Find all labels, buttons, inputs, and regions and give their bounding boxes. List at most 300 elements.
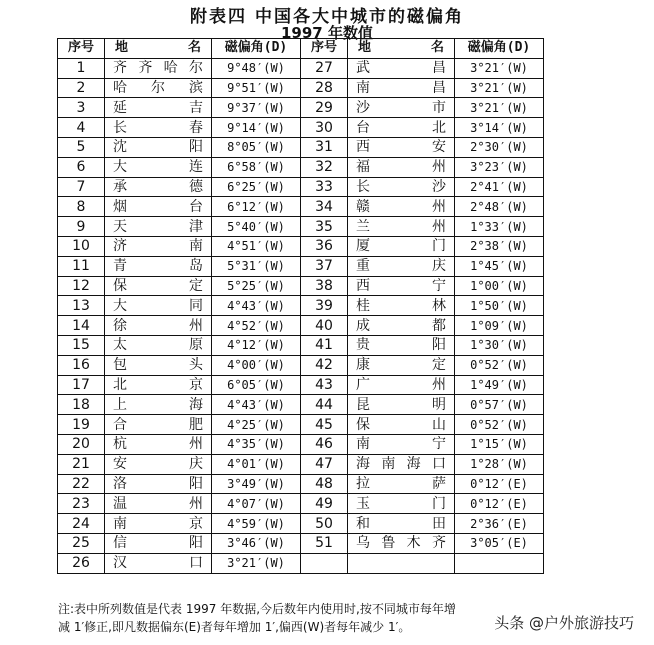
row-number: 10 bbox=[58, 236, 105, 256]
declination-value: 6°12′(W) bbox=[212, 197, 301, 217]
city-char: 庆 bbox=[189, 456, 203, 473]
city-cell bbox=[105, 434, 212, 454]
city-char: 头 bbox=[189, 357, 203, 374]
city-char: 山 bbox=[432, 416, 446, 433]
city-char: 保 bbox=[113, 277, 127, 294]
city-name bbox=[348, 337, 454, 353]
table-header-row bbox=[58, 39, 544, 59]
city-cell bbox=[348, 256, 455, 276]
declination-value: 3°21′(W) bbox=[455, 58, 544, 78]
city-cell bbox=[348, 197, 455, 217]
city-name bbox=[105, 535, 211, 551]
declination-value: 2°38′(W) bbox=[455, 236, 544, 256]
city-name bbox=[105, 139, 211, 155]
city-char: 原 bbox=[189, 337, 203, 354]
city-char: 齐 bbox=[138, 60, 153, 77]
page-title: 附表四 中国各大中城市的磁偏角 bbox=[190, 7, 464, 27]
row-number: 28 bbox=[301, 78, 348, 98]
table-row bbox=[58, 355, 544, 375]
declination-value: 1°45′(W) bbox=[455, 256, 544, 276]
city-char: 徐 bbox=[113, 317, 127, 334]
declination-value: 3°46′(W) bbox=[212, 533, 301, 553]
city-char: 哈 bbox=[113, 79, 127, 96]
row-number: 14 bbox=[58, 316, 105, 336]
declination-value: 9°14′(W) bbox=[212, 118, 301, 138]
declination-value: 4°51′(W) bbox=[212, 236, 301, 256]
declination-value: 3°49′(W) bbox=[212, 474, 301, 494]
page-subtitle: 1997 年数值 bbox=[281, 24, 373, 42]
city-char: 州 bbox=[432, 376, 446, 393]
declination-value: 0°12′(E) bbox=[455, 494, 544, 514]
declination-table bbox=[57, 38, 544, 574]
city-cell bbox=[105, 514, 212, 534]
row-number: 22 bbox=[58, 474, 105, 494]
row-number: 16 bbox=[58, 355, 105, 375]
declination-value: 4°12′(W) bbox=[212, 335, 301, 355]
city-char: 德 bbox=[189, 178, 203, 195]
header-no: 序号 bbox=[58, 39, 105, 59]
header-city bbox=[105, 39, 212, 59]
declination-value: 0°52′(W) bbox=[455, 415, 544, 435]
city-name bbox=[348, 80, 454, 96]
row-number: 45 bbox=[301, 415, 348, 435]
city-char: 包 bbox=[113, 357, 127, 374]
city-char: 海 bbox=[189, 396, 203, 413]
table-row bbox=[58, 78, 544, 98]
row-number: 44 bbox=[301, 395, 348, 415]
table-body bbox=[58, 58, 544, 573]
city-char: 京 bbox=[189, 515, 203, 532]
declination-value: 2°48′(W) bbox=[455, 197, 544, 217]
declination-value: 1°33′(W) bbox=[455, 217, 544, 237]
city-char: 广 bbox=[356, 376, 370, 393]
city-cell bbox=[348, 494, 455, 514]
declination-value: 0°52′(W) bbox=[455, 355, 544, 375]
city-char: 兰 bbox=[356, 218, 370, 235]
table-row bbox=[58, 256, 544, 276]
table-row bbox=[58, 98, 544, 118]
city-char: 上 bbox=[113, 396, 127, 413]
row-number: 51 bbox=[301, 533, 348, 553]
city-name bbox=[105, 159, 211, 175]
declination-value: 3°14′(W) bbox=[455, 118, 544, 138]
declination-value: 1°15′(W) bbox=[455, 434, 544, 454]
city-char: 洛 bbox=[113, 475, 127, 492]
row-number: 15 bbox=[58, 335, 105, 355]
city-cell bbox=[105, 118, 212, 138]
city-char: 长 bbox=[113, 119, 127, 136]
city-name bbox=[105, 357, 211, 373]
city-name bbox=[105, 60, 211, 76]
city-char: 昌 bbox=[432, 79, 446, 96]
header-no-2: 序号 bbox=[301, 39, 348, 59]
declination-value: 1°50′(W) bbox=[455, 296, 544, 316]
city-cell bbox=[105, 217, 212, 237]
city-name bbox=[348, 397, 454, 413]
city-char: 昆 bbox=[356, 396, 370, 413]
declination-value: 4°25′(W) bbox=[212, 415, 301, 435]
row-number: 48 bbox=[301, 474, 348, 494]
table-row bbox=[58, 494, 544, 514]
row-number: 2 bbox=[58, 78, 105, 98]
city-name bbox=[105, 80, 211, 96]
city-name bbox=[105, 397, 211, 413]
city-name bbox=[348, 476, 454, 492]
city-name bbox=[348, 159, 454, 175]
city-cell bbox=[348, 137, 455, 157]
row-number: 33 bbox=[301, 177, 348, 197]
city-char: 天 bbox=[113, 218, 127, 235]
row-number: 27 bbox=[301, 58, 348, 78]
declination-value: 4°07′(W) bbox=[212, 494, 301, 514]
city-char: 西 bbox=[356, 277, 370, 294]
row-number: 12 bbox=[58, 276, 105, 296]
row-number: 21 bbox=[58, 454, 105, 474]
city-name bbox=[348, 278, 454, 294]
city-char: 长 bbox=[356, 178, 370, 195]
city-cell bbox=[348, 276, 455, 296]
city-char: 合 bbox=[113, 416, 127, 433]
declination-value: 6°58′(W) bbox=[212, 157, 301, 177]
city-cell bbox=[348, 98, 455, 118]
row-number: 29 bbox=[301, 98, 348, 118]
city-char: 信 bbox=[113, 535, 127, 552]
header-city-b: 名 bbox=[187, 40, 201, 56]
footnote-line-2: 减 1′修正,即凡数据偏东(E)者每年增加 1′,偏西(W)者每年减少 1′。 bbox=[58, 620, 411, 634]
city-char: 州 bbox=[432, 159, 446, 176]
city-name bbox=[105, 120, 211, 136]
city-char: 成 bbox=[356, 317, 370, 334]
city-char: 尔 bbox=[151, 79, 165, 96]
declination-value: 1°49′(W) bbox=[455, 375, 544, 395]
row-number: 17 bbox=[58, 375, 105, 395]
city-cell bbox=[105, 415, 212, 435]
table-row bbox=[58, 217, 544, 237]
city-name bbox=[348, 377, 454, 393]
city-name bbox=[348, 436, 454, 452]
city-char: 州 bbox=[189, 436, 203, 453]
city-name bbox=[348, 516, 454, 532]
city-cell bbox=[105, 58, 212, 78]
table-row bbox=[58, 474, 544, 494]
city-char: 大 bbox=[113, 159, 127, 176]
city-cell bbox=[105, 355, 212, 375]
city-cell bbox=[105, 395, 212, 415]
row-number: 7 bbox=[58, 177, 105, 197]
table-row bbox=[58, 137, 544, 157]
declination-value: 3°23′(W) bbox=[455, 157, 544, 177]
city-char: 乌 bbox=[356, 535, 370, 552]
city-name bbox=[105, 318, 211, 334]
city-name bbox=[348, 456, 454, 472]
city-char: 齐 bbox=[113, 60, 127, 77]
city-char: 海 bbox=[356, 456, 370, 473]
city-name bbox=[105, 337, 211, 353]
city-name bbox=[105, 100, 211, 116]
row-number: 25 bbox=[58, 533, 105, 553]
city-name bbox=[105, 516, 211, 532]
city-char: 康 bbox=[356, 357, 370, 374]
row-number: 47 bbox=[301, 454, 348, 474]
city-name bbox=[348, 357, 454, 373]
city-char: 定 bbox=[189, 277, 203, 294]
declination-value: 5°25′(W) bbox=[212, 276, 301, 296]
declination-value: 2°36′(E) bbox=[455, 514, 544, 534]
declination-value: 1°00′(W) bbox=[455, 276, 544, 296]
city-cell bbox=[348, 157, 455, 177]
city-name bbox=[348, 318, 454, 334]
row-number: 36 bbox=[301, 236, 348, 256]
city-char: 重 bbox=[356, 258, 370, 275]
city-cell bbox=[348, 415, 455, 435]
city-name bbox=[105, 278, 211, 294]
city-char: 阳 bbox=[189, 535, 203, 552]
city-char: 春 bbox=[189, 119, 203, 136]
city-char: 济 bbox=[113, 238, 127, 255]
city-cell bbox=[348, 78, 455, 98]
row-number: 23 bbox=[58, 494, 105, 514]
declination-value: 4°43′(W) bbox=[212, 395, 301, 415]
city-cell bbox=[348, 474, 455, 494]
declination-value: 9°37′(W) bbox=[212, 98, 301, 118]
table-row bbox=[58, 553, 544, 573]
city-char: 津 bbox=[189, 218, 203, 235]
table-row bbox=[58, 157, 544, 177]
city-cell bbox=[348, 355, 455, 375]
city-name bbox=[105, 417, 211, 433]
declination-value bbox=[455, 553, 544, 573]
city-cell bbox=[105, 316, 212, 336]
city-name bbox=[348, 219, 454, 235]
declination-value: 9°51′(W) bbox=[212, 78, 301, 98]
city-name bbox=[348, 417, 454, 433]
declination-value: 6°25′(W) bbox=[212, 177, 301, 197]
declination-value: 0°57′(W) bbox=[455, 395, 544, 415]
row-number: 30 bbox=[301, 118, 348, 138]
row-number: 24 bbox=[58, 514, 105, 534]
table-row bbox=[58, 118, 544, 138]
city-char: 萨 bbox=[432, 475, 446, 492]
city-cell bbox=[105, 78, 212, 98]
city-name bbox=[348, 120, 454, 136]
city-char: 玉 bbox=[356, 495, 370, 512]
city-name bbox=[348, 179, 454, 195]
declination-value: 3°05′(E) bbox=[455, 533, 544, 553]
table-row bbox=[58, 375, 544, 395]
city-char: 连 bbox=[189, 159, 203, 176]
city-char: 北 bbox=[113, 376, 127, 393]
city-cell bbox=[348, 177, 455, 197]
city-char: 北 bbox=[432, 119, 446, 136]
city-char: 西 bbox=[356, 139, 370, 156]
city-name bbox=[105, 496, 211, 512]
row-number: 32 bbox=[301, 157, 348, 177]
table-row bbox=[58, 533, 544, 553]
city-char: 木 bbox=[406, 535, 421, 552]
city-name bbox=[105, 456, 211, 472]
city-name bbox=[348, 535, 454, 551]
city-cell bbox=[105, 137, 212, 157]
row-number: 40 bbox=[301, 316, 348, 336]
row-number: 42 bbox=[301, 355, 348, 375]
row-number: 3 bbox=[58, 98, 105, 118]
table-row bbox=[58, 58, 544, 78]
city-name bbox=[105, 298, 211, 314]
city-cell bbox=[105, 177, 212, 197]
table-row bbox=[58, 316, 544, 336]
city-char: 田 bbox=[432, 515, 446, 532]
city-char: 桂 bbox=[356, 297, 370, 314]
declination-value: 4°52′(W) bbox=[212, 316, 301, 336]
city-cell bbox=[105, 98, 212, 118]
row-number: 39 bbox=[301, 296, 348, 316]
city-char: 温 bbox=[113, 495, 127, 512]
city-char: 滨 bbox=[189, 79, 203, 96]
row-number: 1 bbox=[58, 58, 105, 78]
declination-value: 4°35′(W) bbox=[212, 434, 301, 454]
table-row bbox=[58, 454, 544, 474]
city-char: 台 bbox=[189, 198, 203, 215]
city-cell bbox=[105, 335, 212, 355]
table-row bbox=[58, 335, 544, 355]
city-char: 同 bbox=[189, 297, 203, 314]
city-char: 厦 bbox=[356, 238, 370, 255]
declination-value: 2°41′(W) bbox=[455, 177, 544, 197]
city-char: 大 bbox=[113, 297, 127, 314]
header-city-a-2: 地 bbox=[358, 40, 372, 56]
city-cell bbox=[348, 533, 455, 553]
declination-value: 1°09′(W) bbox=[455, 316, 544, 336]
table-row bbox=[58, 177, 544, 197]
declination-value: 5°40′(W) bbox=[212, 217, 301, 237]
city-char: 汉 bbox=[113, 555, 127, 572]
declination-value: 9°48′(W) bbox=[212, 58, 301, 78]
city-name bbox=[105, 179, 211, 195]
city-cell bbox=[348, 217, 455, 237]
declination-value: 1°28′(W) bbox=[455, 454, 544, 474]
city-name bbox=[105, 436, 211, 452]
city-name bbox=[348, 258, 454, 274]
row-number: 13 bbox=[58, 296, 105, 316]
city-cell bbox=[105, 474, 212, 494]
city-char: 岛 bbox=[189, 258, 203, 275]
city-char: 定 bbox=[432, 357, 446, 374]
city-char: 阳 bbox=[189, 139, 203, 156]
city-name bbox=[105, 377, 211, 393]
watermark-text: 头条 @户外旅游技巧 bbox=[494, 614, 634, 632]
city-name bbox=[105, 219, 211, 235]
city-cell bbox=[105, 553, 212, 573]
city-name bbox=[105, 199, 211, 215]
city-char: 延 bbox=[113, 99, 127, 116]
declination-value: 3°21′(W) bbox=[212, 553, 301, 573]
city-char: 都 bbox=[432, 317, 446, 334]
city-char: 贵 bbox=[356, 337, 370, 354]
city-char: 沙 bbox=[432, 178, 446, 195]
city-char: 昌 bbox=[432, 60, 446, 77]
city-name bbox=[348, 238, 454, 254]
city-char: 南 bbox=[189, 238, 203, 255]
row-number: 20 bbox=[58, 434, 105, 454]
header-city-a: 地 bbox=[115, 40, 129, 56]
row-number: 34 bbox=[301, 197, 348, 217]
declination-value: 1°30′(W) bbox=[455, 335, 544, 355]
city-char: 南 bbox=[356, 436, 370, 453]
city-char: 吉 bbox=[189, 99, 203, 116]
city-char: 州 bbox=[189, 317, 203, 334]
row-number: 5 bbox=[58, 137, 105, 157]
city-char: 宁 bbox=[432, 436, 446, 453]
city-cell bbox=[105, 494, 212, 514]
city-name bbox=[105, 258, 211, 274]
city-char: 保 bbox=[356, 416, 370, 433]
declination-value: 5°31′(W) bbox=[212, 256, 301, 276]
city-char: 沙 bbox=[356, 99, 370, 116]
row-number: 50 bbox=[301, 514, 348, 534]
declination-value: 3°21′(W) bbox=[455, 78, 544, 98]
city-char: 承 bbox=[113, 178, 127, 195]
city-char: 明 bbox=[432, 396, 446, 413]
row-number: 19 bbox=[58, 415, 105, 435]
city-char: 口 bbox=[189, 555, 203, 572]
row-number: 18 bbox=[58, 395, 105, 415]
city-char: 和 bbox=[356, 515, 370, 532]
city-char: 拉 bbox=[356, 475, 370, 492]
city-cell bbox=[105, 276, 212, 296]
city-char: 南 bbox=[113, 515, 127, 532]
city-char: 安 bbox=[113, 456, 127, 473]
city-name bbox=[105, 476, 211, 492]
city-char: 齐 bbox=[431, 535, 446, 552]
city-cell bbox=[348, 375, 455, 395]
table-row bbox=[58, 197, 544, 217]
city-char: 安 bbox=[432, 139, 446, 156]
row-number: 49 bbox=[301, 494, 348, 514]
city-cell bbox=[348, 434, 455, 454]
city-char: 沈 bbox=[113, 139, 127, 156]
city-name bbox=[348, 100, 454, 116]
city-char: 烟 bbox=[113, 198, 127, 215]
city-char: 南 bbox=[356, 79, 370, 96]
city-cell bbox=[105, 236, 212, 256]
row-number: 46 bbox=[301, 434, 348, 454]
table-row bbox=[58, 395, 544, 415]
table-row bbox=[58, 236, 544, 256]
city-char: 林 bbox=[432, 297, 446, 314]
row-number: 43 bbox=[301, 375, 348, 395]
city-char: 州 bbox=[189, 495, 203, 512]
city-char: 州 bbox=[432, 218, 446, 235]
table-row bbox=[58, 276, 544, 296]
row-number: 6 bbox=[58, 157, 105, 177]
row-number: 9 bbox=[58, 217, 105, 237]
city-cell bbox=[348, 58, 455, 78]
city-char: 哈 bbox=[163, 60, 178, 77]
header-city-b-2: 名 bbox=[430, 40, 444, 56]
city-char: 宁 bbox=[432, 277, 446, 294]
header-city-2 bbox=[348, 39, 455, 59]
city-char: 太 bbox=[113, 337, 127, 354]
city-char: 口 bbox=[431, 456, 446, 473]
declination-value: 8°05′(W) bbox=[212, 137, 301, 157]
city-cell bbox=[348, 395, 455, 415]
city-cell bbox=[348, 296, 455, 316]
city-cell bbox=[348, 514, 455, 534]
city-cell bbox=[105, 533, 212, 553]
city-char: 青 bbox=[113, 258, 127, 275]
city-char: 福 bbox=[356, 159, 370, 176]
city-cell bbox=[348, 335, 455, 355]
